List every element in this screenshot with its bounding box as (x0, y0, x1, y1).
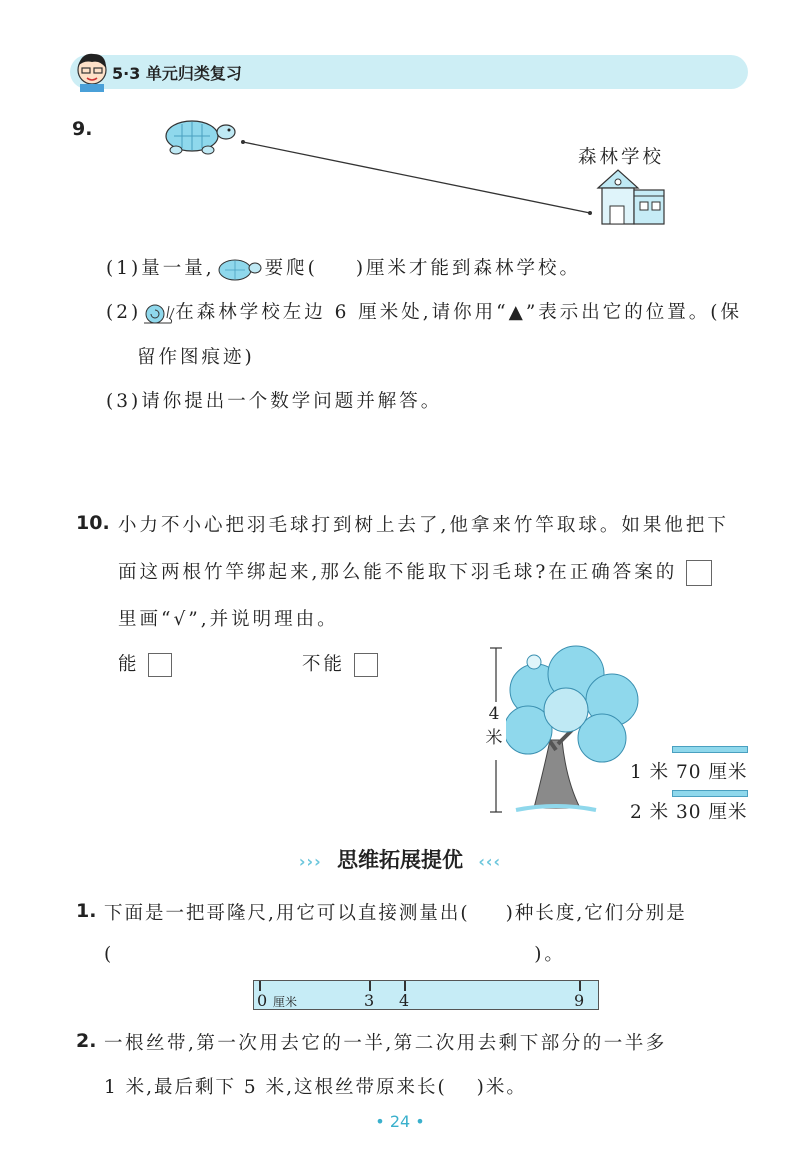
q10-line3: 里画“√”,并说明理由。 (118, 609, 339, 630)
ruler-unit: 厘米 (273, 995, 298, 1009)
answer-box-example (686, 560, 712, 586)
q9-part1-c: )厘米才能到森林学校。 (355, 258, 582, 279)
option-yes (118, 650, 172, 677)
pole-2-icon (672, 790, 748, 797)
q9-part2-c: 留作图痕迹) (137, 347, 255, 368)
tree-height-label: 4米 (482, 702, 506, 750)
e2-number: 2. (76, 1030, 97, 1052)
section-arrows-left: ››› (298, 852, 322, 871)
pole-1-label: 1 米 70 厘米 (630, 762, 748, 783)
e2-line1: 一根丝带,第一次用去它的一半,第二次用去剩下部分的一半多 (104, 1033, 667, 1054)
option-yes-checkbox[interactable] (148, 653, 172, 677)
section-title (0, 844, 800, 874)
turtle-small-icon (215, 255, 265, 283)
section-title-text: 思维拓展提优 (337, 848, 463, 872)
e2-line2 (104, 1073, 527, 1099)
ruler-tick-0 (259, 981, 261, 991)
pole-1-icon (672, 746, 748, 753)
snail-icon (141, 300, 175, 326)
school-label: 森林学校 (578, 147, 665, 168)
e1-line2-b: )。 (534, 944, 566, 965)
q9-number: 9. (72, 118, 93, 140)
option-no-label: 不能 (302, 654, 346, 675)
q9-part1-b: 要爬( (264, 258, 318, 279)
ruler-tick-4 (404, 981, 406, 991)
e1-line1-b: )种长度,它们分别是 (505, 903, 687, 924)
e1-line2-a: ( (104, 944, 115, 965)
header-title: 5·3 单元归类复习 (112, 64, 242, 83)
option-yes-label: 能 (118, 654, 140, 675)
e1-line1 (104, 899, 687, 925)
q9-part1-a: (1)量一量, (106, 258, 215, 279)
page-number: • 24 • (375, 1112, 425, 1131)
ruler-tick-3 (369, 981, 371, 991)
e2-line2-a: 1 米,最后剩下 5 米,这根丝带原来长( (104, 1077, 447, 1098)
option-no (302, 650, 378, 677)
distance-line (0, 0, 800, 260)
section-arrows-right: ‹‹‹ (478, 852, 502, 871)
ruler-mark-3: 3 (364, 991, 375, 1010)
q10-line2 (118, 558, 712, 586)
ruler-tick-9 (579, 981, 581, 991)
e2-line2-b: )米。 (476, 1077, 527, 1098)
e1-line2 (104, 940, 566, 966)
option-no-checkbox[interactable] (354, 653, 378, 677)
ruler-mark-0: 0 (257, 991, 268, 1010)
e1-line1-a: 下面是一把哥隆尺,用它可以直接测量出( (104, 903, 470, 924)
golomb-ruler (253, 980, 599, 1010)
q9-part2-b: 在森林学校左边 6 厘米处,请你用“▲”表示出它的位置。(保 (175, 302, 742, 323)
ruler-mark-9: 9 (574, 991, 585, 1010)
q10-line2-text: 面这两根竹竿绑起来,那么能不能取下羽毛球?在正确答案的 (118, 562, 678, 583)
q9-part3: (3)请你提出一个数学问题并解答。 (106, 391, 443, 412)
q10-line1: 小力不小心把羽毛球打到树上去了,他拿来竹竿取球。如果他把下 (118, 515, 729, 536)
e1-number: 1. (76, 900, 97, 922)
q9-part1 (106, 254, 581, 283)
q9-part2 (106, 298, 742, 326)
q10-number: 10. (76, 512, 110, 534)
school-building-icon (596, 166, 668, 226)
ruler-mark-4: 4 (399, 991, 410, 1010)
pole-2-label: 2 米 30 厘米 (630, 802, 748, 823)
q9-part2-a: (2) (106, 302, 142, 323)
